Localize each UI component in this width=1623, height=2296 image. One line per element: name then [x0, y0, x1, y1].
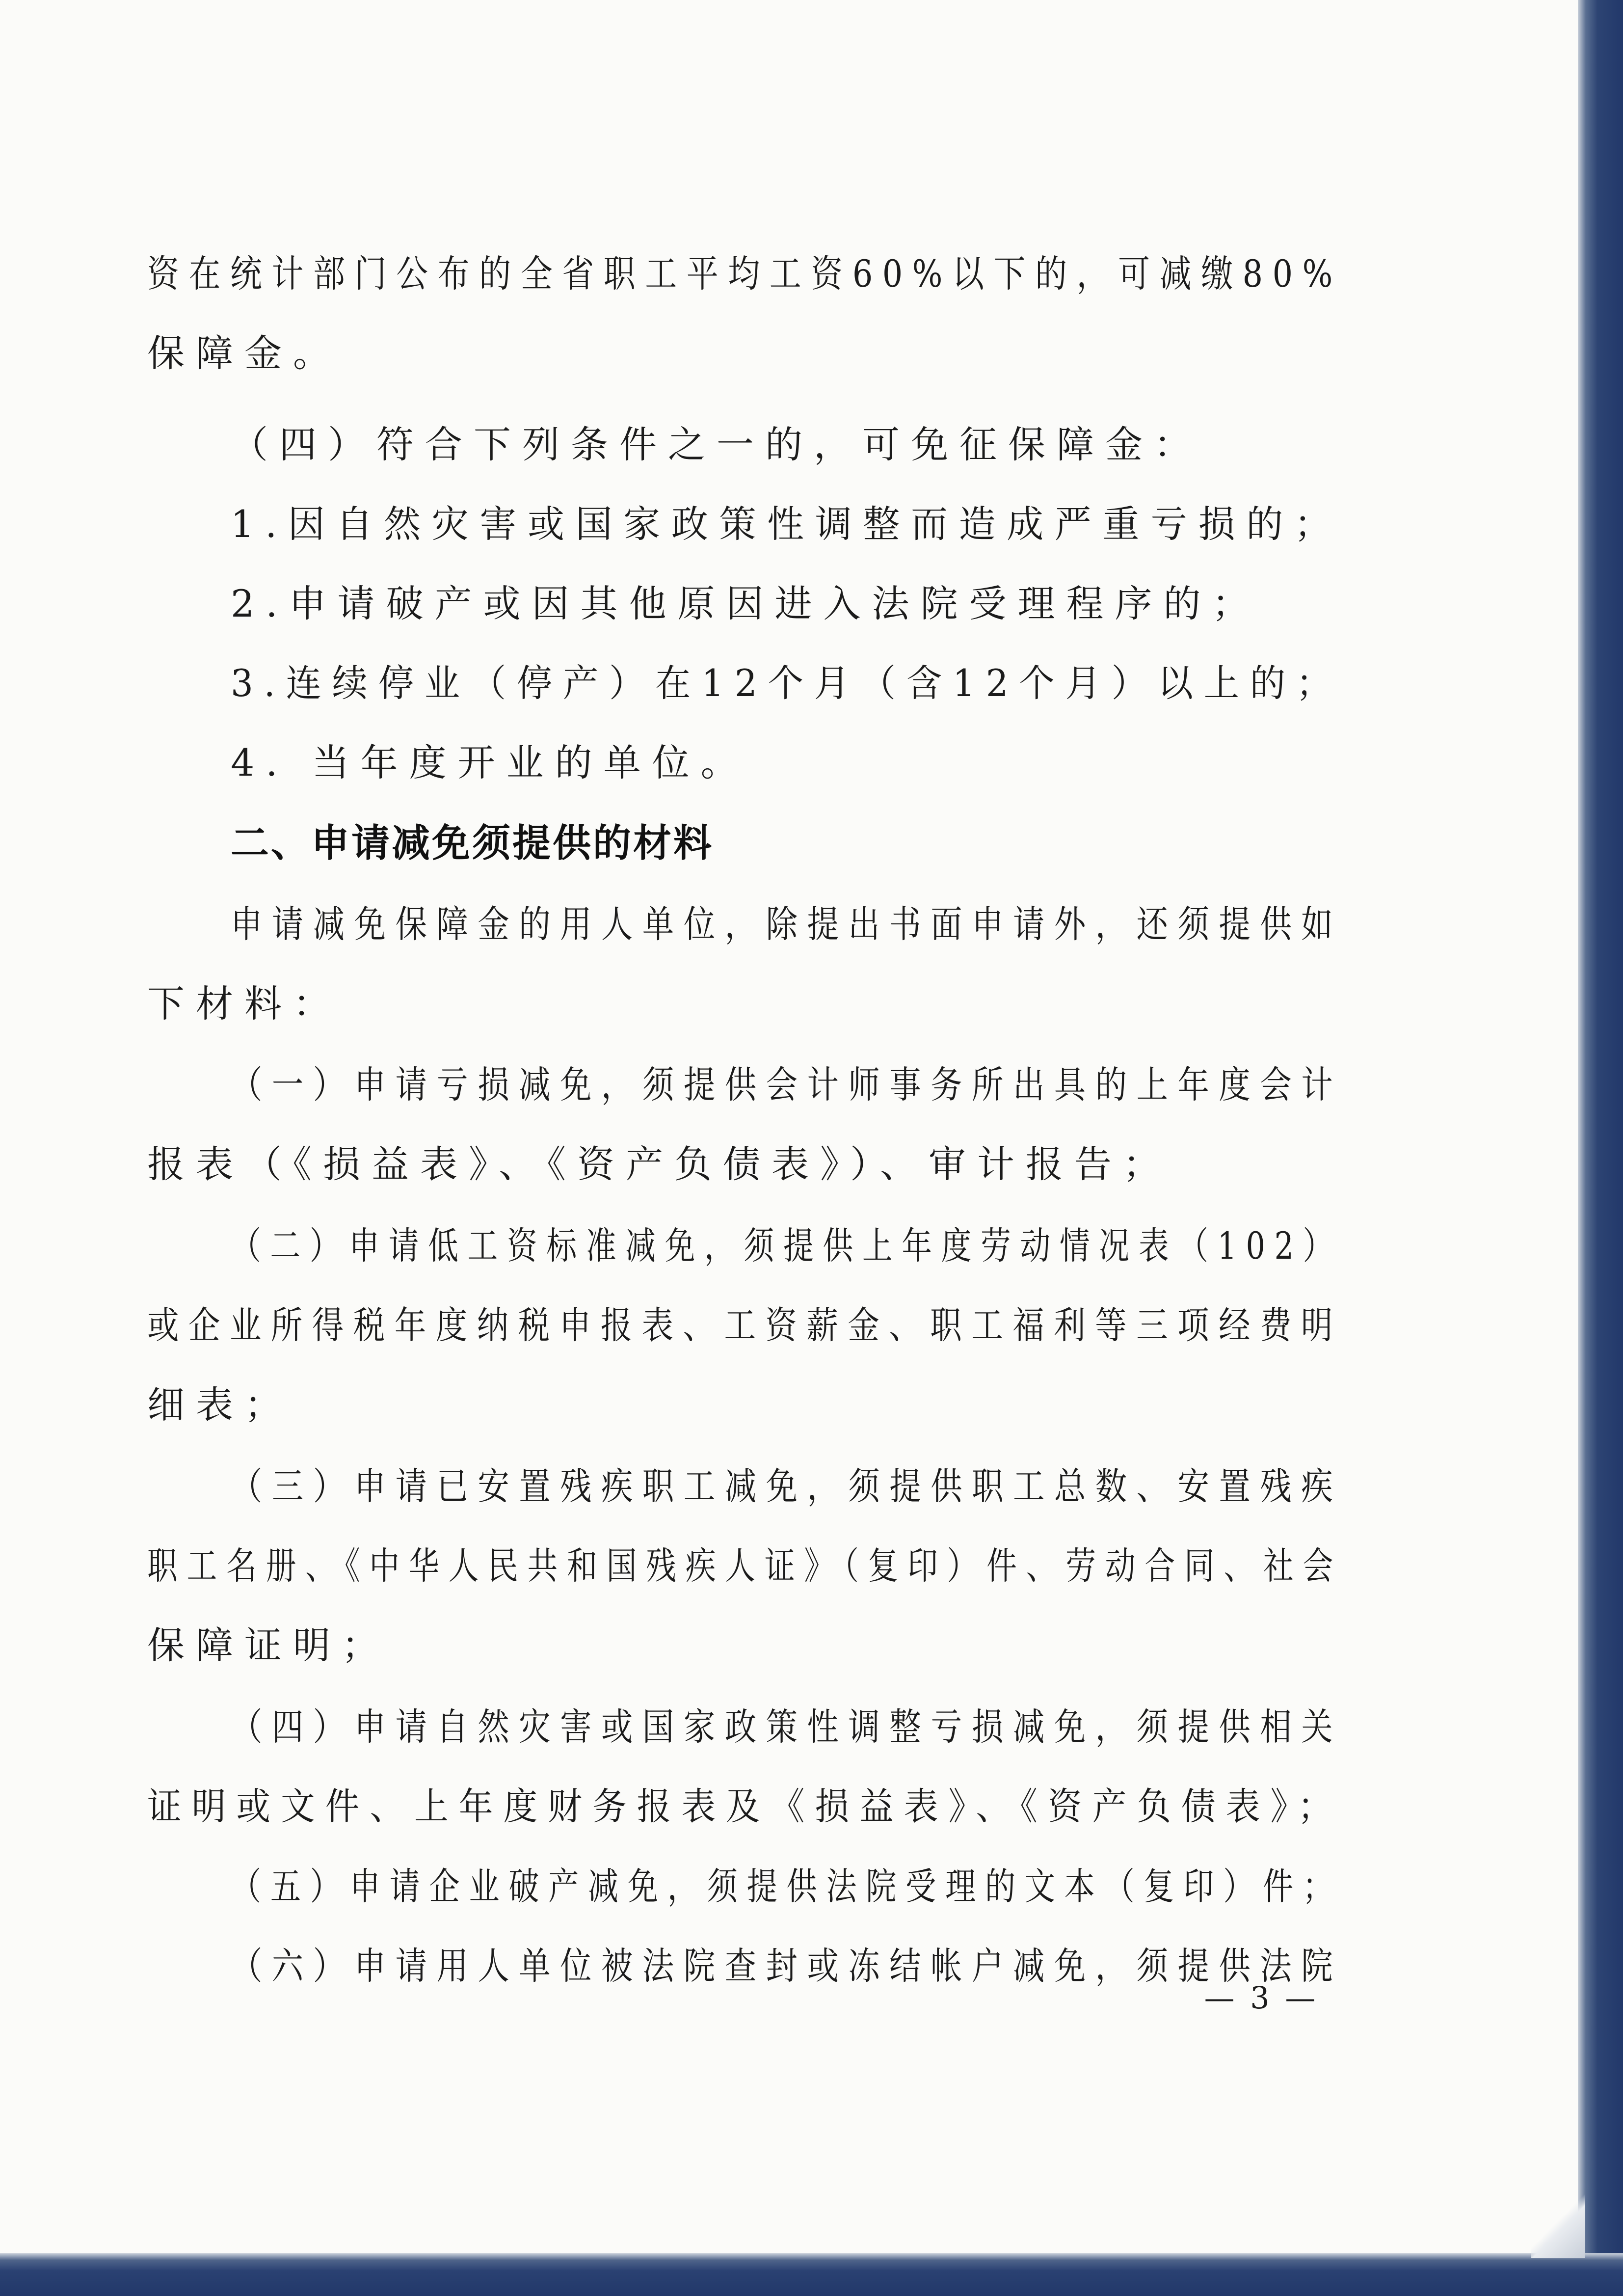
materials-intro-line-2: 下材料： [147, 982, 342, 1026]
material-1-line-1: （一）申请亏损减免，须提供会计师事务所出具的上年度会计 [231, 1063, 1343, 1107]
scanner-edge-bottom [0, 2253, 1623, 2296]
material-1-line-2: 报表（《损益表》、《资产负债表》）、审计报告； [147, 1142, 1171, 1186]
body-line-1: 资在统计部门公布的全省职工平均工资60%以下的，可减缴80% [147, 252, 1342, 296]
section-heading: 二、申请减免须提供的材料 [231, 821, 714, 865]
exemption-item-3: 3.连续停业（停产）在12个月（含12个月）以上的； [231, 661, 1342, 705]
material-6-line-1: （六）申请用人单位被法院查封或冻结帐户减免，须提供法院 [231, 1944, 1343, 1988]
exemption-item-4: 4. 当年度开业的单位。 [231, 741, 749, 784]
exemption-item-1: 1.因自然灾害或国家政策性调整而造成严重亏损的； [231, 502, 1342, 546]
material-5-line-1: （五）申请企业破产减免，须提供法院受理的文本（复印）件； [231, 1864, 1343, 1908]
scanner-edge-right [1578, 0, 1623, 2296]
page-number: — 3 — [1204, 1980, 1319, 2016]
material-4-line-1: （四）申请自然灾害或国家政策性调整亏损减免，须提供相关 [231, 1705, 1343, 1749]
material-2-line-1: （二）申请低工资标准减免，须提供上年度劳动情况表（102） [231, 1224, 1343, 1268]
body-line-2: 保障金。 [147, 331, 342, 375]
exemption-conditions-heading: （四）符合下列条件之一的，可免征保障金： [231, 423, 1202, 466]
material-3-line-3: 保障证明； [147, 1623, 390, 1667]
material-2-line-3: 细表； [147, 1383, 293, 1427]
folded-corner [1531, 2194, 1585, 2258]
exemption-item-2: 2.申请破产或因其他原因进入法院受理程序的； [231, 582, 1261, 625]
material-3-line-1: （三）申请已安置残疾职工减免，须提供职工总数、安置残疾 [231, 1464, 1343, 1508]
materials-intro-line-1: 申请减免保障金的用人单位，除提出书面申请外，还须提供如 [231, 902, 1343, 946]
material-4-line-2: 证明或文件、上年度财务报表及《损益表》、《资产负债表》； [147, 1784, 1342, 1828]
material-2-line-2: 或企业所得税年度纳税申报表、工资薪金、职工福利等三项经费明 [147, 1303, 1342, 1347]
material-3-line-2: 职工名册、《中华人民共和国残疾人证》（复印）件、劳动合同、社会 [147, 1544, 1343, 1588]
